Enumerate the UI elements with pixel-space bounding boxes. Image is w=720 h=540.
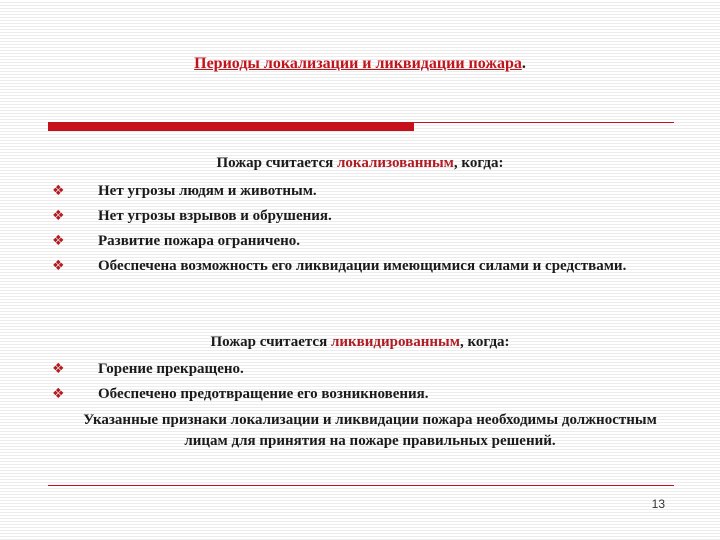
top-accent-bar	[48, 123, 414, 131]
bottom-divider-line	[48, 485, 674, 486]
diamond-bullet-icon: ❖	[52, 233, 65, 249]
liquidated-heading	[0, 334, 720, 351]
localized-heading-highlight: локализованным	[337, 155, 454, 171]
summary-note: Указанные признаки локализации и ликвидации пожара необходимы должностным лицам для принятия на пожаре правильных решений.	[83, 412, 657, 449]
liquidated-heading-before: Пожар считается	[210, 334, 331, 350]
slide-title-text: Периоды локализации и ликвидации пожара	[194, 55, 522, 72]
localized-heading-before: Пожар считается	[216, 155, 337, 171]
diamond-bullet-icon: ❖	[52, 361, 65, 377]
list-item-text: Обеспечено предотвращение его возникновения.	[98, 386, 429, 402]
localized-heading	[0, 155, 720, 172]
list-item	[52, 359, 662, 379]
list-item-text: Горение прекращено.	[98, 361, 244, 377]
localized-heading-after: , когда:	[453, 155, 504, 171]
slide-title	[0, 55, 720, 73]
diamond-bullet-icon: ❖	[52, 258, 65, 274]
list-item	[52, 206, 662, 226]
list-item-text: Нет угрозы взрывов и обрушения.	[98, 208, 332, 224]
localized-list	[52, 181, 662, 281]
slide-title-period: .	[521, 55, 526, 72]
list-item-text: Обеспечена возможность его ликвидации имеющимися силами и средствами.	[98, 258, 627, 274]
diamond-bullet-icon: ❖	[52, 208, 65, 224]
list-item	[52, 384, 662, 404]
diamond-bullet-icon: ❖	[52, 183, 65, 199]
list-item	[52, 231, 662, 251]
liquidated-list	[52, 359, 662, 409]
liquidated-heading-after: , когда:	[459, 334, 510, 350]
list-item-text: Развитие пожара ограничено.	[98, 233, 301, 249]
liquidated-heading-highlight: ликвидированным	[330, 334, 460, 350]
diamond-bullet-icon: ❖	[52, 386, 65, 402]
list-item	[52, 256, 662, 276]
list-item	[52, 181, 662, 201]
list-item-text: Нет угрозы людям и животным.	[98, 183, 317, 199]
page-number: 13	[651, 497, 665, 511]
